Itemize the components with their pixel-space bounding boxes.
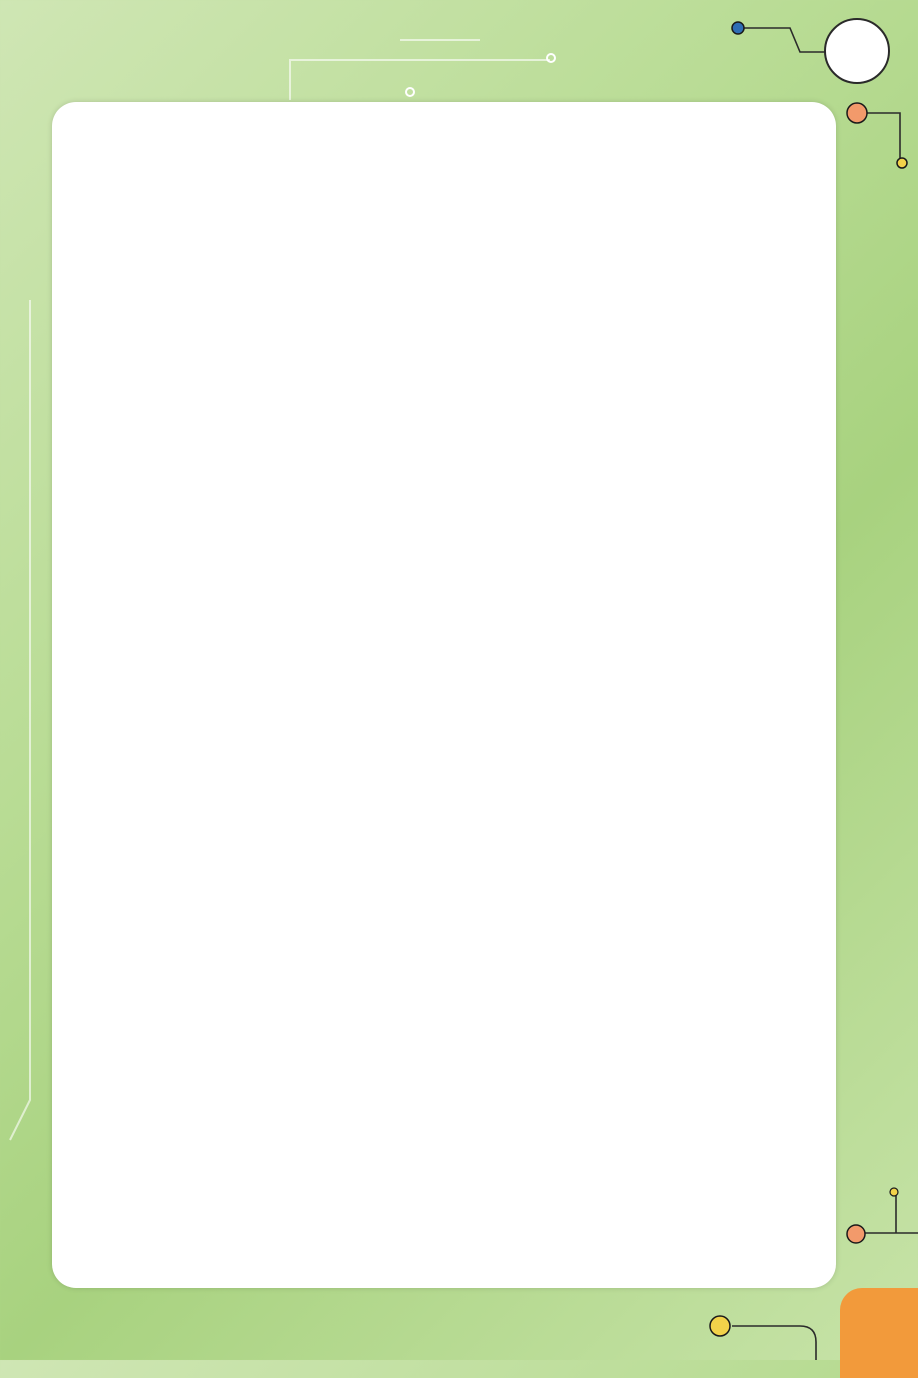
circuit-node-orange-bottom [847, 1225, 865, 1243]
circuit-node-blue [732, 22, 744, 34]
page-number [824, 18, 890, 84]
circuit-node-yellow-bottom [710, 1316, 730, 1336]
circuit-node-yellow-small [890, 1188, 898, 1196]
page-content [74, 118, 816, 140]
corner-tab [840, 1288, 918, 1378]
circuit-node-orange [847, 103, 867, 123]
content-card [52, 102, 836, 1288]
circuit-node-yellow [897, 158, 907, 168]
